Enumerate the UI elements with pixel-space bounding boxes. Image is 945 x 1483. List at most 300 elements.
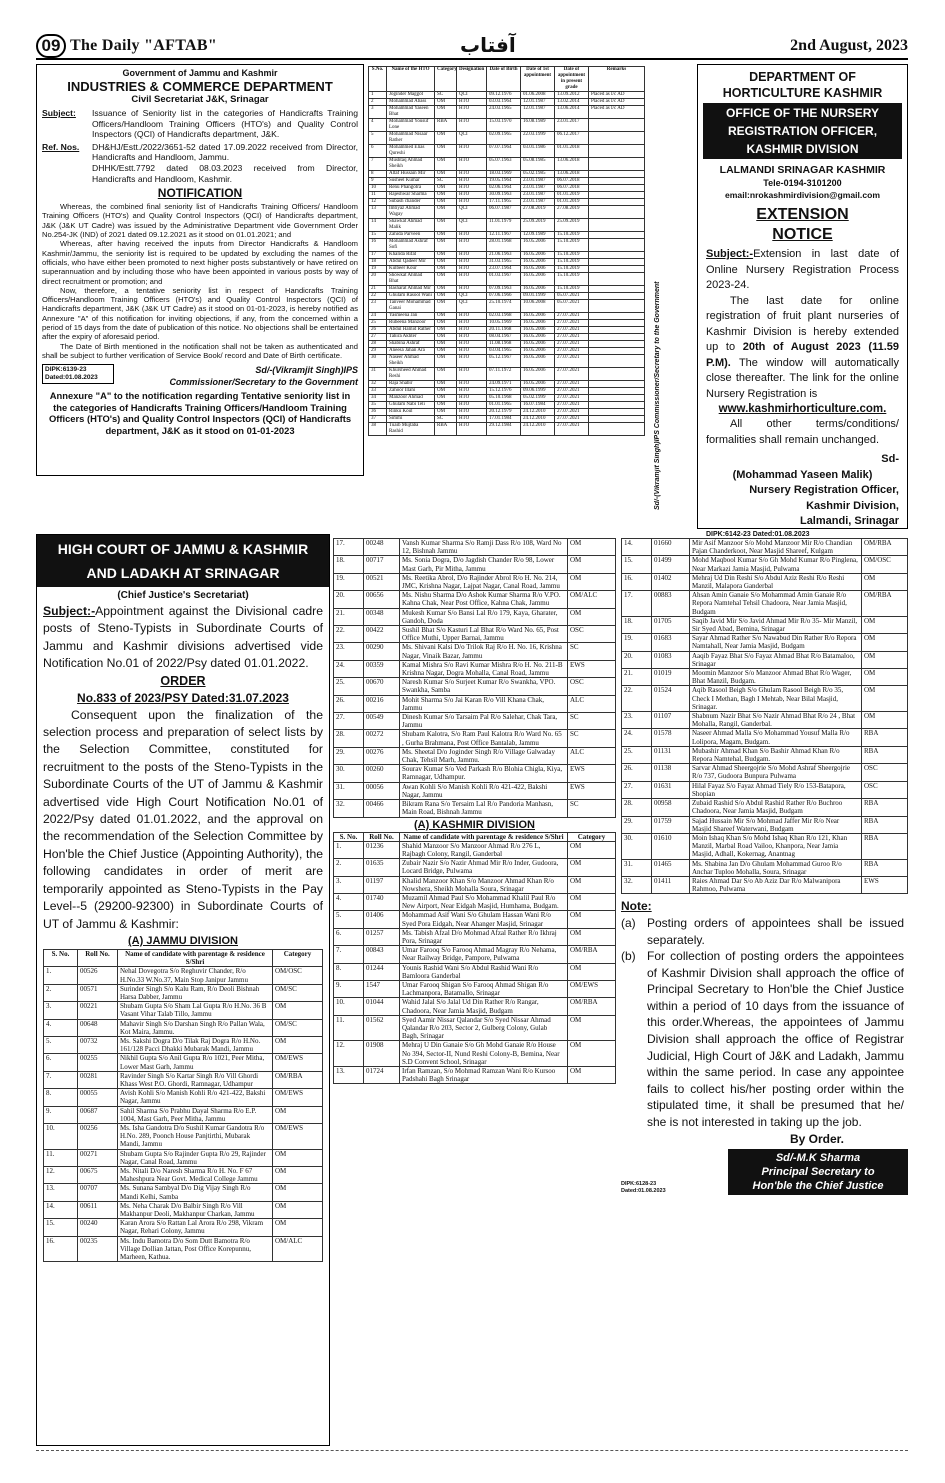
table-row [369,192,645,199]
newspaper-logo: آفتاب [460,33,516,57]
table-cell: 27 [369,334,387,341]
table-cell: 25. [622,746,652,763]
table-cell: 1 [369,92,387,99]
table-cell: Sourav Kumar S/o Ved Parkash R/o Blohia Chigla, Kiya, Ramnagar, Udhampur. [400,765,568,782]
table-row [334,859,616,876]
table-cell: 00687 [78,1106,118,1123]
table-cell: 31.03.1965 [487,259,521,266]
table-cell: OM [568,841,616,858]
seniority-table-box [368,66,690,526]
table-cell: 7. [334,946,364,963]
hc-subject-label: Subject:- [43,604,96,618]
table-cell: 01197 [364,876,400,893]
table-cell: 23.01.1987 [521,192,555,199]
table-cell: 09.06.1999 [521,388,555,395]
table-row [334,765,616,782]
seniority-table [368,66,645,436]
table-cell [589,171,645,178]
table-cell: 24 [369,313,387,320]
table-cell: 00216 [364,695,400,712]
table-cell: Abdul Hamid Rather [387,327,435,334]
table-cell: 19. [334,573,364,590]
table-cell: 29 [369,348,387,355]
table-row [334,643,616,660]
table-cell: OM [273,1184,323,1201]
table-cell: OM/EWS [568,980,616,997]
table-cell: 01631 [652,781,690,798]
order-heading: ORDER [160,673,206,688]
table-cell: 01499 [652,556,690,573]
table-row [622,686,908,712]
table-cell: 13 [369,206,387,219]
table-cell: 05.02.1999 [521,395,555,402]
table-cell: Karan Arora S/o Rattan Lal Arora R/o 298, Vikram Nagar, Rehari Colony, Jammu [118,1219,273,1236]
table-cell: HTO [457,171,487,178]
table-cell: 22.03.1999 [521,132,555,145]
table-cell: 13.09.2012 [555,92,589,99]
table-cell: 22 [369,293,387,300]
jammu-table-1 [43,949,323,1262]
table-row [334,695,616,712]
cj-secretariat: (Chief Justice's Secretariat) [117,590,249,601]
table-cell: 21. [334,608,364,625]
table-cell: OM [435,341,457,348]
table-cell: EWS [568,660,616,677]
table-cell: Khalid Manzoor Khan S/o Manzoor Ahmad Khan R/o Nowshera, Sheikh Mohalla Soura, Srinagar [400,876,568,893]
table-cell: 01.06.2008 [521,92,555,99]
table-cell: 08.04.1967 [487,334,521,341]
table-cell: 01908 [364,1041,400,1067]
table-row [369,368,645,381]
table-cell: Ms. Sonia Dogra, D/o Jagdish Chander R/o 98, Lower Mast Garh, Pir Mitha, Jammu [400,556,568,573]
table-cell: Ms. Sunana Sambyal D/o Dig Vijay Singh R/o Mandi Kelhi, Samba [118,1184,273,1201]
table-cell: OM [435,388,457,395]
table-cell [589,239,645,252]
column-header: Name of candidate with parentage & residence S/Shri [400,832,568,841]
table-cell: 16 [369,239,387,252]
table-cell: OM [568,876,616,893]
table-cell: SC [568,800,616,817]
table-cell: Avish Kohli S/o Manish Kohli R/o 421-422, Bakshi Nagar, Jammu [118,1089,273,1106]
table-cell: 16. [622,573,652,590]
table-cell: OM [862,651,908,668]
note-b-text: For collection of posting orders the appointees of Kashmir Division shall approach the office of Principal Secretary to Hon'ble the Chief Justice within a period of 10 days from the issuance of this order.Whereas, the appointees of Jammu Division shall approach the office of Registrar Judicial, High Court of J&K and Ladakh, Jammu within the same period. In case any appointee fails to collect his/her posting order within the stipulated time, it shall be presumed that he/ she is not interested in taking up the job. [647,949,904,1130]
table-cell: 01244 [364,963,400,980]
table-cell: Ghulam Nabi Teli [387,402,435,409]
table-cell: Raies Ahmad Dar S/o Ab Aziz Dar R/o Malwanipora Rahmoo, Pulwama [690,876,862,893]
table-cell: QCI [457,92,487,99]
column-header: Date of 1st appointment [521,67,555,92]
table-cell: SC [435,416,457,423]
table-cell: Younis Rashid Wani S/o Abdul Rashid Wani R/o Bamloora Ganderbal [400,963,568,980]
ref-label: Ref. Nos. [42,141,80,152]
table-cell [589,199,645,206]
table-cell: 33 [369,388,387,395]
table-cell: 24.12.2010 [521,409,555,416]
table-cell: Bikram Rana S/o Tersaim Lal R/o Pandoria Manhasn, Main Road, Bishnah Jammu [400,800,568,817]
note-a-text: Posting orders of appointees shall be issued separately. [647,915,904,947]
table-cell: 11. [334,1015,364,1041]
table-row [369,119,645,132]
table-cell: 00271 [78,1149,118,1166]
hc-dipk-date: Dated:01.08.2023 [621,1188,666,1195]
table-cell: Abdul Qadeer Mir [387,259,435,266]
table-row [334,713,616,730]
table-cell: QCI [457,300,487,313]
kashmir-table-2 [621,538,908,894]
table-cell: Zubaid Rashid S/o Abdul Rashid Rather R/o Buchroo Chadoora, Near Jamia Masjid, Budgam [690,799,862,816]
table-row [369,334,645,341]
table-cell: 27. [334,713,364,730]
industries-para-2: Whereas, after having received the inputs from Director Handicrafts & Handloom Kashmir/Jammu, the seniority list is required to be updated by excluding the names of the officials, who have either been promoted to next higher posts substantively or have retired on superannuation and by including those who have been appointed in various posts by way of direct recruitment or promotion; and [42,239,358,286]
table-cell: 01.01.2018 [555,145,589,158]
table-cell: HTO [457,423,487,436]
table-row [44,1002,323,1019]
notes [621,898,908,1147]
hort-subject-text: Extension in last date of Online Nursery Registration Process 2023-24. [706,248,899,291]
notification-heading: NOTIFICATION [157,186,243,201]
table-cell: 17. [334,539,364,556]
table-cell: 01740 [364,893,400,910]
table-cell: 00055 [78,1089,118,1106]
table-cell: 18. [622,616,652,633]
table-cell: OM [435,327,457,334]
table-cell [589,286,645,293]
table-cell: 32 [369,381,387,388]
table-cell: 16.05.2006 [521,341,555,348]
table-cell: Renu Phangotra [387,185,435,192]
table-row [369,158,645,171]
table-cell: HTO [457,388,487,395]
table-cell: 16.05.2006 [521,327,555,334]
table-cell: 15.03.1970 [487,119,521,132]
table-cell: 20. [334,591,364,608]
table-cell: OM/RBA [273,1071,323,1088]
table-row [369,416,645,423]
table-row [369,313,645,320]
table-row [44,1071,323,1088]
table-cell [589,423,645,436]
table-row [369,341,645,348]
table-cell: 1547 [364,980,400,997]
table-cell: Mehraj U Din Ganaie S/o Gh Mohd Ganaie R/o House No 394, Sector-II, Nund Reshi Colony-B, Bemina, Near S.D Convent School, Srinagar [400,1041,568,1067]
table-cell: RBA [862,746,908,763]
table-cell: 25 [369,320,387,327]
table-cell: 5 [369,132,387,145]
table-cell: 01138 [652,764,690,781]
table-row [369,232,645,239]
table-cell: 8. [334,963,364,980]
table-cell: HTO [457,355,487,368]
table-row [369,320,645,327]
table-row [369,219,645,232]
table-row [369,273,645,286]
table-cell: 11 [369,192,387,199]
table-row [334,946,616,963]
table-cell: 7. [44,1071,78,1088]
table-cell: 01019 [652,669,690,686]
table-cell: Ghulam Rasool Wani [387,293,435,300]
table-cell: 11. [44,1149,78,1166]
hc-dipk-number: DIPK:6128-23 [621,1181,657,1188]
table-cell: OM [435,99,457,106]
masthead [36,33,908,60]
table-row [622,712,908,729]
table-cell: 00240 [78,1219,118,1236]
industries-office: Civil Secretariat J&K, Srinagar [131,94,269,105]
table-cell: 2 [369,99,387,106]
table-cell: 01578 [652,729,690,746]
table-cell: 16.07.1984 [521,402,555,409]
column-header: Roll No. [78,949,118,966]
horticulture-dept: DEPARTMENT OF HORTICULTURE KASHMIR [722,70,883,100]
table-cell: 16.05.2006 [521,273,555,286]
column-header: Date of Birth [487,67,521,92]
table-cell: 00526 [78,967,118,984]
subject-label: Subject: [42,108,76,118]
table-cell: OM [435,252,457,259]
table-cell: 22. [334,626,364,643]
table-cell: 20 [369,273,387,286]
industries-dept-title: INDUSTRIES & COMMERCE DEPARTMENT [67,79,333,94]
table-cell: 9 [369,178,387,185]
table-cell: 24.09.1971 [487,381,521,388]
table-cell: 30. [334,765,364,782]
hc-dipk [621,1181,666,1195]
table-cell: Khalida Rifat [387,252,435,259]
table-cell [589,348,645,355]
table-cell: 26 [369,327,387,334]
table-cell: OM [568,1041,616,1067]
table-cell: 01.01.2019 [555,192,589,199]
table-cell: OM [862,669,908,686]
table-cell: 15.10.2019 [555,273,589,286]
table-cell: 23.01.1987 [521,178,555,185]
industries-para-3: Now, therefore, a tentative seniority list in respect of Handicrafts Training Officers/Handloom Training Officers (HTO's) and Quality Control Inspectors (QCI) of Handicrafts department, J&K (J&K UT Cadre) as it stood on 01-01-2023, is hereby notified as Annexure "A" of this notification for inviting objections, if any, from the concerned within a period of 15 days from the date of publication of this notice. No objections shall be entertained after the expiry of aforesaid period. [42,285,358,342]
table-cell: 16.05.2006 [521,381,555,388]
table-cell: 10.06.2008 [521,300,555,313]
table-cell [589,300,645,313]
table-cell: OM [568,911,616,928]
table-cell: 20.12.1979 [487,409,521,416]
table-row [334,730,616,747]
table-cell [589,416,645,423]
table-cell: 01.03.1967 [487,273,521,286]
table-cell: Aaqib Fayaz Bhat S/o Fayaz Ahmad Bhat R/o Batamaloo, Srinagar [690,651,862,668]
table-cell: OM [568,608,616,625]
hc-signature-block [728,1149,908,1195]
table-cell: OM/RBA [568,998,616,1015]
vertical-signature: Sd/-(Vikramjit Singh)IPS Commissioner/Secretary to the Government [654,281,661,511]
table-row [334,1066,616,1083]
table-row [622,764,908,781]
table-cell: Ms. Isha Gandotra D/o Sushil Kumar Gandotra R/o H.No. 289, Poonch House Panjtirthi, Mubarak Mandi, Jammu [118,1123,273,1149]
table-cell: OM [435,320,457,327]
table-cell: Mohammed Elias Qureshi [387,145,435,158]
table-cell: 15.12.1976 [487,388,521,395]
table-row [369,132,645,145]
table-cell: OM [435,106,457,119]
table-cell: 00656 [364,591,400,608]
table-row [369,239,645,252]
kashmir-table-1 [333,832,616,1085]
table-cell: Moin Ishaq Khan S/o Mohd Ishaq Khan R/o 121, Khan Manzil, Marbal Road Vailoo, Khanpora, Near Jamia Masjid, Adhall, Kokernag, Anantnag [690,833,862,859]
table-cell: OM [862,634,908,651]
table-cell: Rubeena Manzoor [387,320,435,327]
hort-signatory-title: Nursery Registration Officer, [749,484,899,496]
table-cell: 27.08.2019 [521,206,555,219]
table-cell: HTO [457,239,487,252]
column-header: S. No. [44,949,78,966]
table-cell: 19. [622,634,652,651]
table-cell: 13.02.2014 [555,99,589,106]
table-cell: 12 [369,199,387,206]
table-cell: HTO [457,320,487,327]
industries-para-1: Whereas, the combined final seniority list of Handicrafts Training Officers/ Handloom Training Officers (HTO's) and Quality Control Inspectors (QCI) of Handicrafts department, J&K (J&K UT Cadre) was issued by the Administrative Department vide Government Order No.254-JK (IND) of 2021 dated 09.12.2021 as it stood on 01.01.2021; and [42,202,358,240]
table-cell: QCI [457,206,487,219]
hc-subject-text: Appointment against the Divisional cadre posts of Steno-Typists in Subordinate Courts of Jammu and Kashmir divisions advertised vide Notification No.01 of 2022/Psy dated 01.01.2022. [43,604,323,671]
table-cell: Kamal Mishra S/o Ravi Kumar Mishra R/o H. No. 211-B Krishna Nagar, Dogra Mohalla, Canal Road, Jammu [400,660,568,677]
table-cell: 01683 [652,634,690,651]
table-cell: HTO [457,334,487,341]
table-cell: 01411 [652,876,690,893]
table-row [622,799,908,816]
table-cell: 12. [334,1041,364,1067]
table-cell: 2. [44,984,78,1001]
table-cell: 00290 [364,643,400,660]
table-cell: OM [273,1002,323,1019]
table-cell [589,192,645,199]
table-row [334,1015,616,1041]
table-cell: 5. [334,911,364,928]
table-cell: 29.12.1984 [487,423,521,436]
highcourt-subject [43,603,323,673]
highcourt-column-3 [621,538,908,1446]
table-cell: EWS [862,876,908,893]
table-cell: OM [568,573,616,590]
para1-end: The window will automatically close thereafter. The link for the online Nursery Registration is [706,356,899,400]
table-cell: 19.05.1964 [487,178,521,185]
table-cell: 17.11.1965 [487,199,521,206]
table-cell [589,273,645,286]
table-cell: OM [435,171,457,178]
table-cell: 14. [622,539,652,556]
table-cell: Sajad Hussain Mir S/o Mohmad Jaffer Mir R/o Near Masjid Shareef Waterwani, Budgam [690,816,862,833]
table-cell: Ms. Shivani Kalsi D/o Trilok Raj R/o H. No. 16, Krishna Nagar, Vinaik Bazar, Jammu [400,643,568,660]
table-cell: QCI [457,219,487,232]
table-row [44,1106,323,1123]
horticulture-notice [697,64,908,538]
table-cell: Zahoor Illahi [387,388,435,395]
table-cell: Ms. Shabina Jan D/o Ghulam Mohammad Guroo R/o Anchar Tuploo Mohalla, Soura, Srinagar [690,859,862,876]
table-cell: Mir Asif Manzoor S/o Mohd Manzoor Mir R/o Chandian Pajan Chanderkoot, Near Masjid Shareef, Kulgam [690,539,862,556]
table-cell [589,259,645,266]
table-cell: 31. [622,859,652,876]
table-cell [589,185,645,192]
table-row [622,573,908,590]
table-cell: 16.05.2006 [521,286,555,293]
table-cell: 16.08.1989 [521,119,555,132]
table-cell: 01406 [364,911,400,928]
table-cell: 06.07.1987 [487,206,521,219]
table-row [44,1184,323,1201]
table-cell: 19 [369,266,387,273]
highcourt-title: HIGH COURT OF JAMMU & KASHMIR AND LADAKH AT SRINAGAR [37,535,329,587]
table-cell: 03.04.1965 [487,348,521,355]
table-cell: 26. [622,764,652,781]
table-row [369,266,645,273]
table-cell: Placed as I/c AD [589,106,645,119]
table-cell: 01759 [652,816,690,833]
table-cell: 32. [334,800,364,817]
table-row [334,1041,616,1067]
table-cell: HTO [457,199,487,206]
table-cell [589,334,645,341]
table-cell: OM [435,158,457,171]
by-order: By Order. [789,1131,844,1146]
table-cell: 24. [334,660,364,677]
table-cell: 13. [44,1184,78,1201]
table-cell: Dinesh Kumar S/o Tarsaim Pal R/o Salehar, Chak Tara, Jammu [400,713,568,730]
hc-signatory-title: Principal Secretary to [761,1166,875,1179]
table-cell: OM [568,556,616,573]
table-cell: 10.05.1969 [487,320,521,327]
table-cell: 29. [334,747,364,764]
table-cell: 05.10.1968 [487,395,521,402]
table-cell: Shahid Manzoor S/o Manzoor Ahmad R/o 276 L, Rajbagh Colony, Rangil, Ganderbal [400,841,568,858]
table-cell: HTO [457,99,487,106]
table-cell: Rinku Koul [387,409,435,416]
table-cell: HTO [457,416,487,423]
table-cell: Ahsan Amin Ganaie S/o Mohammad Amin Ganaie R/o Repora Namtehal Tehsil Chadoora, Near Jamia Masjid, Budgam [690,591,862,617]
table-row [334,963,616,980]
table-cell: OSC [568,626,616,643]
registration-link[interactable]: www.kashmirhorticulture.com. [718,403,887,415]
table-cell: 21.06.1963 [487,252,521,259]
hc-signatory-name: Sd/-M.K Sharma [775,1152,861,1165]
table-cell: 27.07.2021 [555,423,589,436]
table-cell: HTO [457,106,487,119]
table-cell: OM [273,1106,323,1123]
table-cell: 23.07.1964 [487,266,521,273]
table-cell: 28. [334,730,364,747]
table-cell: 22. [622,686,652,712]
order-number: No.833 of 2023/PSY Dated:31.07.2023 [77,690,289,705]
table-cell: 30. [622,833,652,859]
table-cell: 15.10.2019 [555,239,589,252]
table-cell: 09.01.1999 [521,293,555,300]
table-cell: 14 [369,219,387,232]
table-cell: 00359 [364,660,400,677]
dipk-number: DIPK:6139-23 [45,366,87,374]
table-row [44,1036,323,1053]
table-cell: 00611 [78,1201,118,1218]
table-cell: OM [435,355,457,368]
telephone: Tele-0194-3101200 [763,178,842,188]
table-cell: 11.01.1979 [487,219,521,232]
table-cell: 21 [369,286,387,293]
table-cell: ALC [568,747,616,764]
table-cell: Yasmeena Jan [387,313,435,320]
table-cell: HTO [457,402,487,409]
table-cell: 00272 [364,730,400,747]
table-cell: 20.11.1968 [487,327,521,334]
table-cell [589,368,645,381]
table-cell: 18.03.1969 [487,171,521,178]
table-cell: 00276 [364,747,400,764]
table-row [334,747,616,764]
table-cell: 27.07.2021 [555,320,589,327]
